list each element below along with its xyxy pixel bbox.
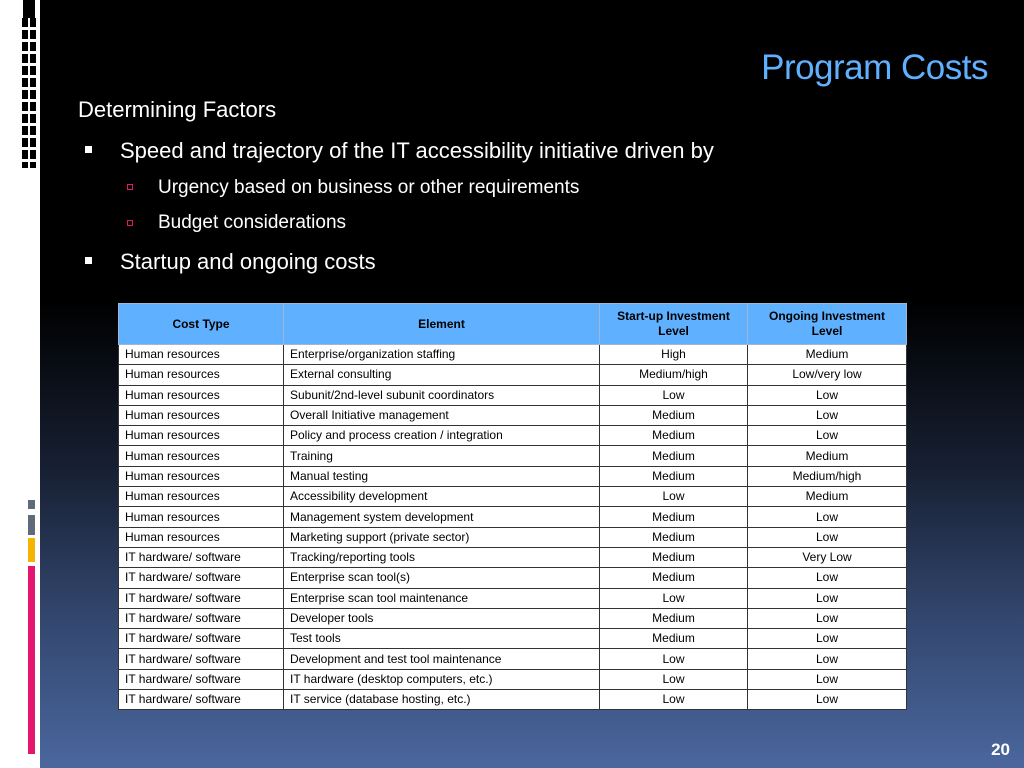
table-row [119, 690, 907, 710]
cell-ongoing-level: Low [748, 568, 907, 588]
cell-startup-level: Medium [600, 547, 748, 567]
cell-cost-type: Human resources [119, 487, 284, 507]
bullet-speed-trajectory: Speed and trajectory of the IT accessibility initiative driven by [120, 138, 714, 163]
cell-element: Manual testing [284, 466, 600, 486]
cell-startup-level: Medium [600, 629, 748, 649]
square-bullet-icon [85, 146, 92, 153]
cell-startup-level: Medium [600, 466, 748, 486]
cell-cost-type: IT hardware/ software [119, 690, 284, 710]
table-row [119, 527, 907, 547]
cell-element: IT service (database hosting, etc.) [284, 690, 600, 710]
cell-element: Marketing support (private sector) [284, 527, 600, 547]
deco-pink-block [28, 566, 35, 754]
cost-table-container [118, 303, 906, 710]
cell-cost-type: IT hardware/ software [119, 588, 284, 608]
cell-ongoing-level: Low [748, 690, 907, 710]
cell-ongoing-level: Low [748, 527, 907, 547]
cell-cost-type: IT hardware/ software [119, 568, 284, 588]
table-row [119, 608, 907, 628]
cell-startup-level: Low [600, 385, 748, 405]
table-row [119, 405, 907, 425]
header-ongoing-level: Ongoing Investment Level [748, 304, 907, 345]
cell-ongoing-level: Low [748, 649, 907, 669]
hollow-square-bullet-icon [127, 220, 133, 226]
cell-ongoing-level: Low [748, 507, 907, 527]
bullet-startup-ongoing: Startup and ongoing costs [120, 249, 376, 274]
cell-ongoing-level: Low [748, 405, 907, 425]
cell-ongoing-level: Very Low [748, 547, 907, 567]
cell-ongoing-level: Low [748, 588, 907, 608]
cell-cost-type: Human resources [119, 405, 284, 425]
cell-element: Accessibility development [284, 487, 600, 507]
table-row [119, 446, 907, 466]
table-row [119, 345, 907, 365]
deco-bar [23, 0, 35, 12]
table-row [119, 629, 907, 649]
header-startup-level: Start-up Investment Level [600, 304, 748, 345]
cell-startup-level: Low [600, 588, 748, 608]
cell-ongoing-level: Medium/high [748, 466, 907, 486]
cell-startup-level: Low [600, 649, 748, 669]
left-decorative-strip [0, 0, 40, 768]
table-row [119, 487, 907, 507]
table-row [119, 649, 907, 669]
cell-startup-level: Medium [600, 507, 748, 527]
table-row [119, 547, 907, 567]
deco-gold-block [28, 538, 35, 562]
cell-cost-type: IT hardware/ software [119, 547, 284, 567]
cell-cost-type: IT hardware/ software [119, 649, 284, 669]
table-row [119, 669, 907, 689]
cell-ongoing-level: Low [748, 608, 907, 628]
page-number: 20 [991, 740, 1010, 759]
cell-cost-type: Human resources [119, 507, 284, 527]
cell-element: Test tools [284, 629, 600, 649]
cell-ongoing-level: Low [748, 426, 907, 446]
cell-startup-level: Medium [600, 405, 748, 425]
cell-startup-level: Low [600, 669, 748, 689]
cell-element: Development and test tool maintenance [284, 649, 600, 669]
cell-cost-type: Human resources [119, 527, 284, 547]
cell-element: Overall Initiative management [284, 405, 600, 425]
table-row [119, 385, 907, 405]
header-cost-type: Cost Type [119, 304, 284, 345]
deco-gray-block [28, 515, 35, 535]
cell-ongoing-level: Medium [748, 487, 907, 507]
cell-startup-level: Medium [600, 527, 748, 547]
table-row [119, 426, 907, 446]
cell-element: Tracking/reporting tools [284, 547, 600, 567]
table-header-row [119, 304, 907, 345]
table-body [119, 345, 907, 710]
cell-element: IT hardware (desktop computers, etc.) [284, 669, 600, 689]
cell-cost-type: Human resources [119, 385, 284, 405]
cell-startup-level: High [600, 345, 748, 365]
cell-element: Subunit/2nd-level subunit coordinators [284, 385, 600, 405]
cell-ongoing-level: Medium [748, 345, 907, 365]
cell-ongoing-level: Low/very low [748, 365, 907, 385]
cell-startup-level: Low [600, 690, 748, 710]
slide-title: Program Costs [761, 48, 988, 87]
deco-lines-right [28, 18, 30, 168]
cell-startup-level: Medium [600, 608, 748, 628]
table-row [119, 507, 907, 527]
table-row [119, 365, 907, 385]
cell-cost-type: IT hardware/ software [119, 608, 284, 628]
cell-startup-level: Low [600, 487, 748, 507]
cell-element: Enterprise/organization staffing [284, 345, 600, 365]
table-row [119, 466, 907, 486]
table-row [119, 588, 907, 608]
hollow-square-bullet-icon [127, 184, 133, 190]
cell-element: External consulting [284, 365, 600, 385]
cell-cost-type: IT hardware/ software [119, 669, 284, 689]
cell-cost-type: Human resources [119, 446, 284, 466]
cell-cost-type: Human resources [119, 426, 284, 446]
cell-element: Enterprise scan tool(s) [284, 568, 600, 588]
cell-ongoing-level: Medium [748, 446, 907, 466]
deco-gray-block [28, 500, 35, 509]
cell-cost-type: Human resources [119, 365, 284, 385]
cell-element: Policy and process creation / integration [284, 426, 600, 446]
cell-element: Developer tools [284, 608, 600, 628]
bullet-budget: Budget considerations [158, 212, 347, 233]
cell-startup-level: Medium [600, 446, 748, 466]
cell-element: Management system development [284, 507, 600, 527]
cell-ongoing-level: Low [748, 669, 907, 689]
cell-cost-type: Human resources [119, 466, 284, 486]
table-row [119, 568, 907, 588]
cell-startup-level: Medium [600, 568, 748, 588]
cell-startup-level: Medium/high [600, 365, 748, 385]
cell-cost-type: IT hardware/ software [119, 629, 284, 649]
cost-table [118, 303, 907, 710]
cell-cost-type: Human resources [119, 345, 284, 365]
slide-heading: Determining Factors [78, 97, 277, 122]
cell-ongoing-level: Low [748, 385, 907, 405]
cell-startup-level: Medium [600, 426, 748, 446]
cell-ongoing-level: Low [748, 629, 907, 649]
header-element: Element [284, 304, 600, 345]
square-bullet-icon [85, 257, 92, 264]
bullet-urgency: Urgency based on business or other requirements [158, 177, 580, 198]
cell-element: Enterprise scan tool maintenance [284, 588, 600, 608]
cell-element: Training [284, 446, 600, 466]
